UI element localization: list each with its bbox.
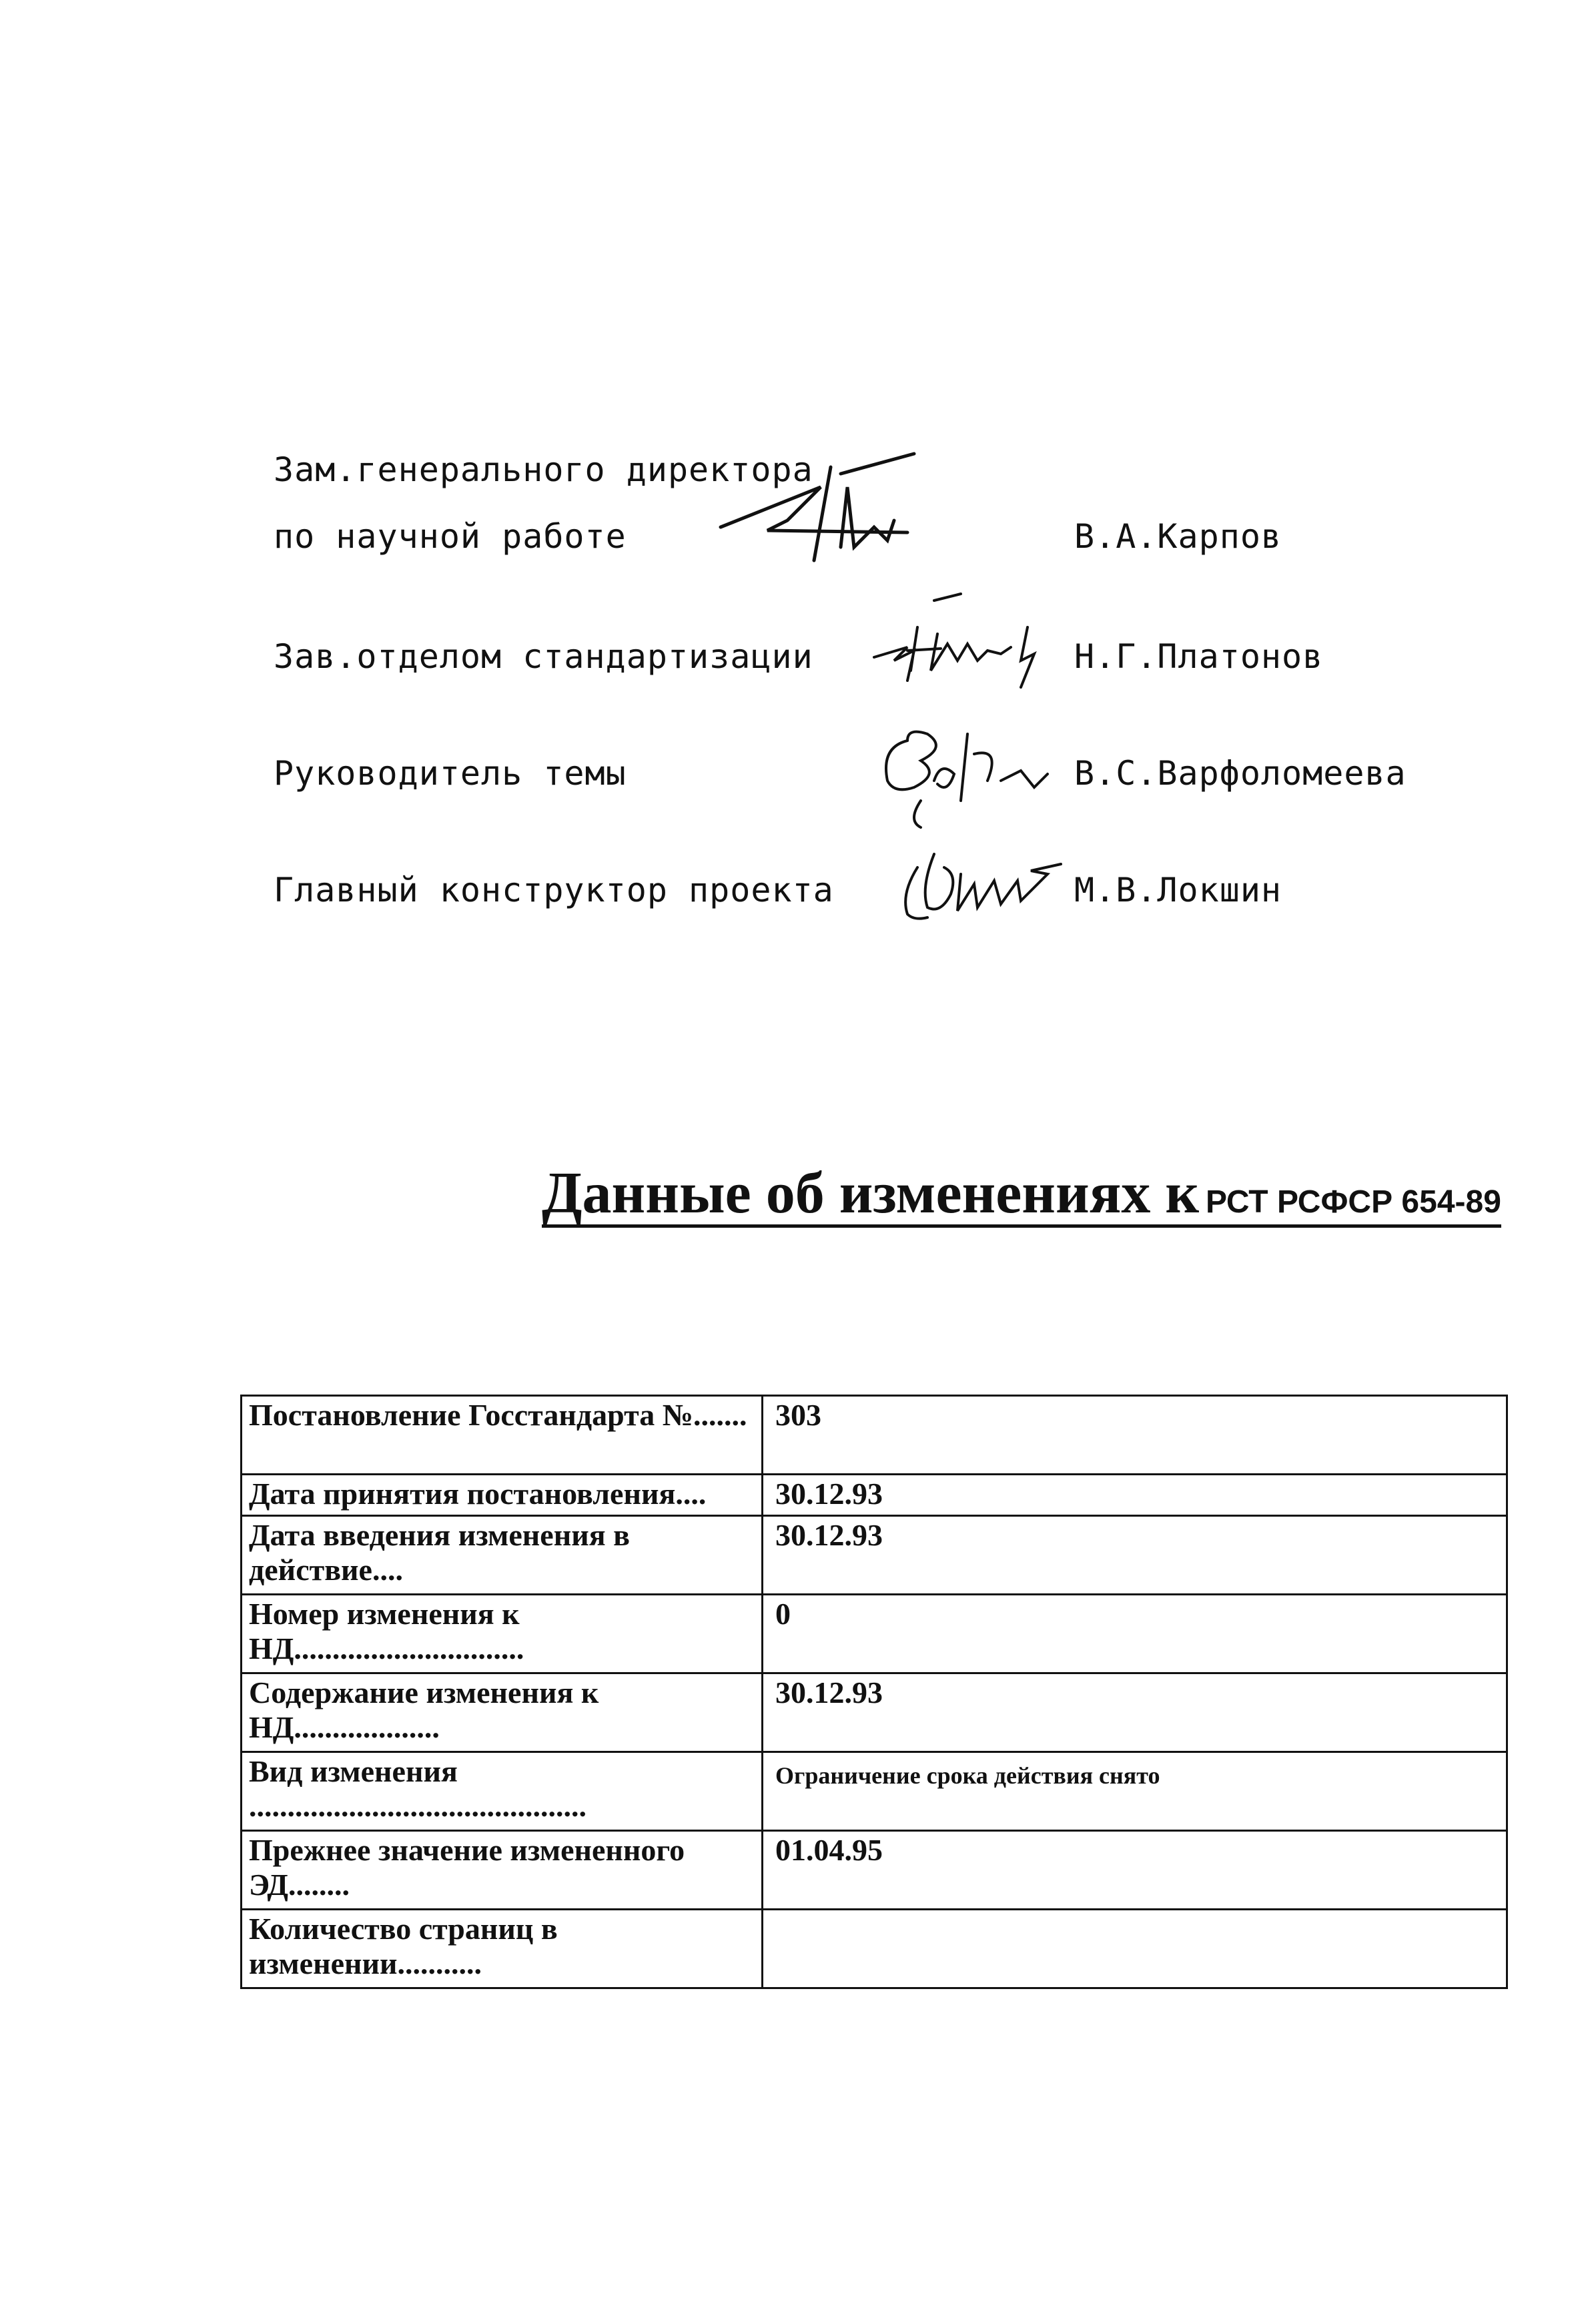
table-cell-label: Дата принятия постановления.... [242, 1475, 763, 1516]
table-cell-value: 30.12.93 [763, 1475, 1507, 1516]
signatory-3-name: В.С.Варфоломеева [1074, 754, 1407, 793]
table-cell-value: 0 [763, 1595, 1507, 1673]
table-row [242, 1475, 1507, 1516]
table-cell-value: 01.04.95 [763, 1831, 1507, 1910]
signature-1 [707, 447, 974, 574]
signatory-2-title: Зав.отделом стандартизации [274, 637, 813, 676]
table-cell-value: 303 [763, 1396, 1507, 1475]
table-cell-value: 30.12.93 [763, 1516, 1507, 1595]
heading-standard-number: РСТ РСФСР 654-89 [1206, 1184, 1501, 1220]
table-cell-label: Количество страниц в изменении........... [242, 1910, 763, 1988]
table-cell-value: 30.12.93 [763, 1673, 1507, 1752]
heading-main-text: Данные об изменениях к [542, 1161, 1200, 1226]
change-type-value: Ограничение срока действия снято [775, 1762, 1160, 1789]
signature-2 [867, 587, 1068, 701]
signature-4 [887, 827, 1074, 927]
table-cell-value [763, 1752, 1507, 1831]
signature-3 [867, 707, 1068, 834]
signatory-3-title: Руководитель темы [274, 754, 627, 793]
changes-heading [542, 1161, 1501, 1228]
table-row [242, 1396, 1507, 1475]
table-cell-label: Номер изменения к НД.............................. [242, 1595, 763, 1673]
changes-table [240, 1395, 1508, 1989]
table-cell-label: Дата введения изменения в действие.... [242, 1516, 763, 1595]
table-cell-label: Содержание изменения к НД................... [242, 1673, 763, 1752]
table-row [242, 1752, 1507, 1831]
signatory-2-name: Н.Г.Платонов [1074, 637, 1324, 676]
table-cell-label: Прежнее значение измененного ЭД........ [242, 1831, 763, 1910]
table-row [242, 1831, 1507, 1910]
table-cell-value [763, 1910, 1507, 1988]
signatory-4-name: М.В.Локшин [1074, 871, 1282, 909]
table-cell-label: Постановление Госстандарта №....... [242, 1396, 763, 1475]
table-row [242, 1673, 1507, 1752]
signature-block: Зам.генерального директора по научной работе В.А.Карпов Зав.отделом стандартизации Н.Г.Платонов Руководитель темы В.С.Варфоломеева Главный конструктор проекта М.В.Локшин [0, 0, 1596, 1001]
table-cell-label: Вид изменения ............................................ [242, 1752, 763, 1831]
table-row [242, 1516, 1507, 1595]
table-row [242, 1910, 1507, 1988]
signatory-1-name: В.А.Карпов [1074, 517, 1282, 556]
signatory-4-title: Главный конструктор проекта [274, 871, 834, 909]
table-row [242, 1595, 1507, 1673]
